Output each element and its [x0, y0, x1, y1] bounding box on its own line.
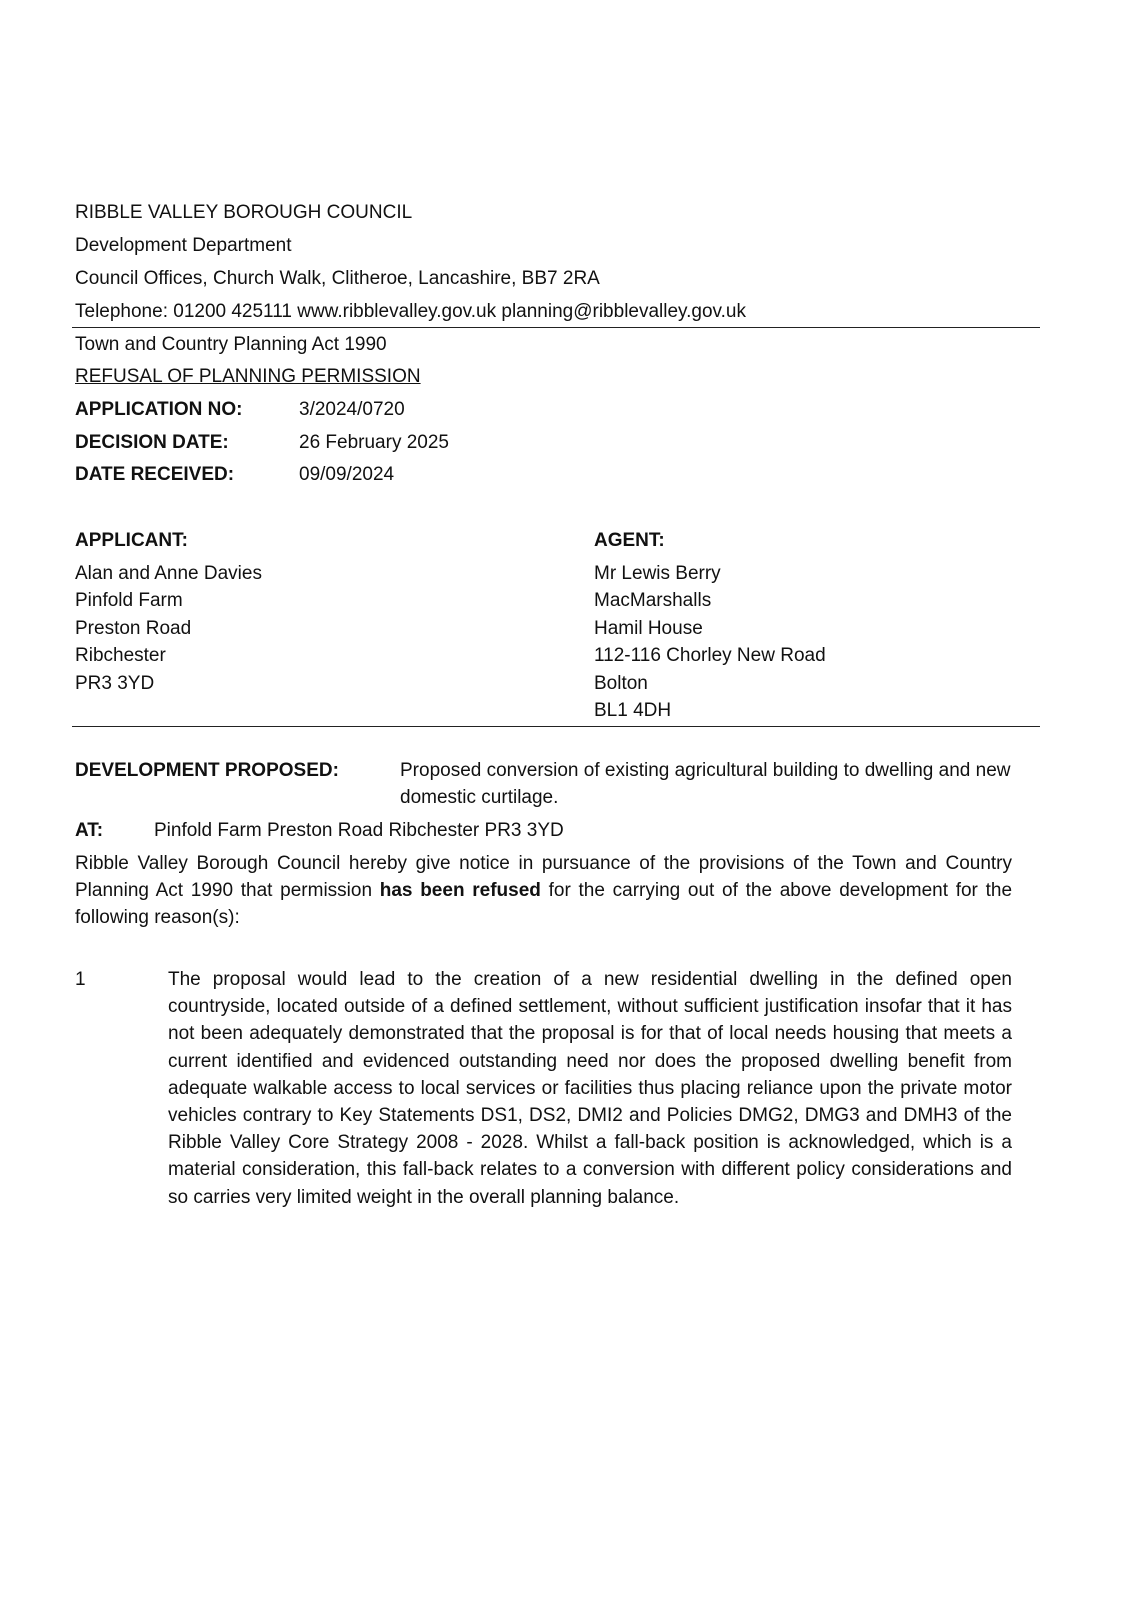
department: Development Department [75, 235, 292, 256]
field-label: DATE RECEIVED: [75, 464, 235, 485]
council-address: Council Offices, Church Walk, Clitheroe, Lancashire, BB7 2RA [75, 268, 600, 289]
agent-line: 112-116 Chorley New Road [594, 645, 826, 666]
agent-block [594, 527, 826, 725]
applicant-line: Pinfold Farm [75, 590, 183, 611]
contact-details: Telephone: 01200 425111 www.ribblevalley.gov.uk planning@ribblevalley.gov.uk [75, 301, 746, 322]
applicant-line: Alan and Anne Davies [75, 562, 262, 584]
application-number: 3/2024/0720 [299, 399, 405, 420]
field-label: APPLICATION NO: [75, 399, 243, 420]
reason-number: 1 [75, 969, 86, 990]
refused-emphasis: has been refused [379, 880, 541, 902]
agent-heading: AGENT: [594, 530, 665, 551]
site-address: Pinfold Farm Preston Road Ribchester PR3 3YD [154, 820, 564, 841]
applicant-line: Ribchester [75, 645, 166, 666]
agent-line: BL1 4DH [594, 700, 672, 721]
applicant-block [75, 527, 262, 697]
field-label: DECISION DATE: [75, 432, 229, 453]
notice-text: Ribble Valley Borough Council hereby give notice in pursuance of the provisions of the Town and Country Planning Act 1990 that permission [75, 853, 1012, 902]
applicant-line: PR3 3YD [75, 672, 155, 694]
act-title: Town and Country Planning Act 1990 [75, 334, 387, 355]
at-label: AT: [75, 820, 104, 841]
address-divider [72, 726, 1040, 727]
agent-line: MacMarshalls [594, 590, 712, 611]
development-label: DEVELOPMENT PROPOSED: [75, 760, 339, 781]
notice-paragraph [75, 850, 1012, 932]
agent-line: Hamil House [594, 617, 703, 639]
reason-text: The proposal would lead to the creation of a new residential dwelling in the defined open countryside, located outside of a defined settlement, without sufficient justification insofar that it has not been adequately demonstrated that the proposal is for that of local needs housing that meets a current identified and evidenced outstanding need nor does the proposed dwelling benefit from adequate walkable access to local services or facilities thus placing reliance upon the private motor vehicles contrary to Key Statements DS1, DS2, DMI2 and Policies DMG2, DMG3 and DMH3 of the Ribble Valley Core Strategy 2008 - 2028. Whilst a fall-back position is acknowledged, which is a material consideration, this fall-back relates to a conversion with different policy considerations and so carries very limited weight in the overall planning balance. [168, 969, 1012, 1208]
applicant-heading: APPLICANT: [75, 530, 188, 551]
applicant-line: Preston Road [75, 617, 192, 639]
notice-title: REFUSAL OF PLANNING PERMISSION [75, 366, 421, 387]
agent-line: Bolton [594, 672, 648, 694]
agent-line: Mr Lewis Berry [594, 562, 721, 584]
development-description: Proposed conversion of existing agricultural building to dwelling and new domestic curtilage. [400, 760, 1011, 808]
council-name: RIBBLE VALLEY BOROUGH COUNCIL [75, 202, 413, 223]
notice-text: for the carrying out of the above development for the following reason(s): [75, 880, 1013, 929]
date-received: 09/09/2024 [299, 464, 395, 485]
header-divider [72, 327, 1040, 328]
decision-date: 26 February 2025 [299, 432, 449, 453]
